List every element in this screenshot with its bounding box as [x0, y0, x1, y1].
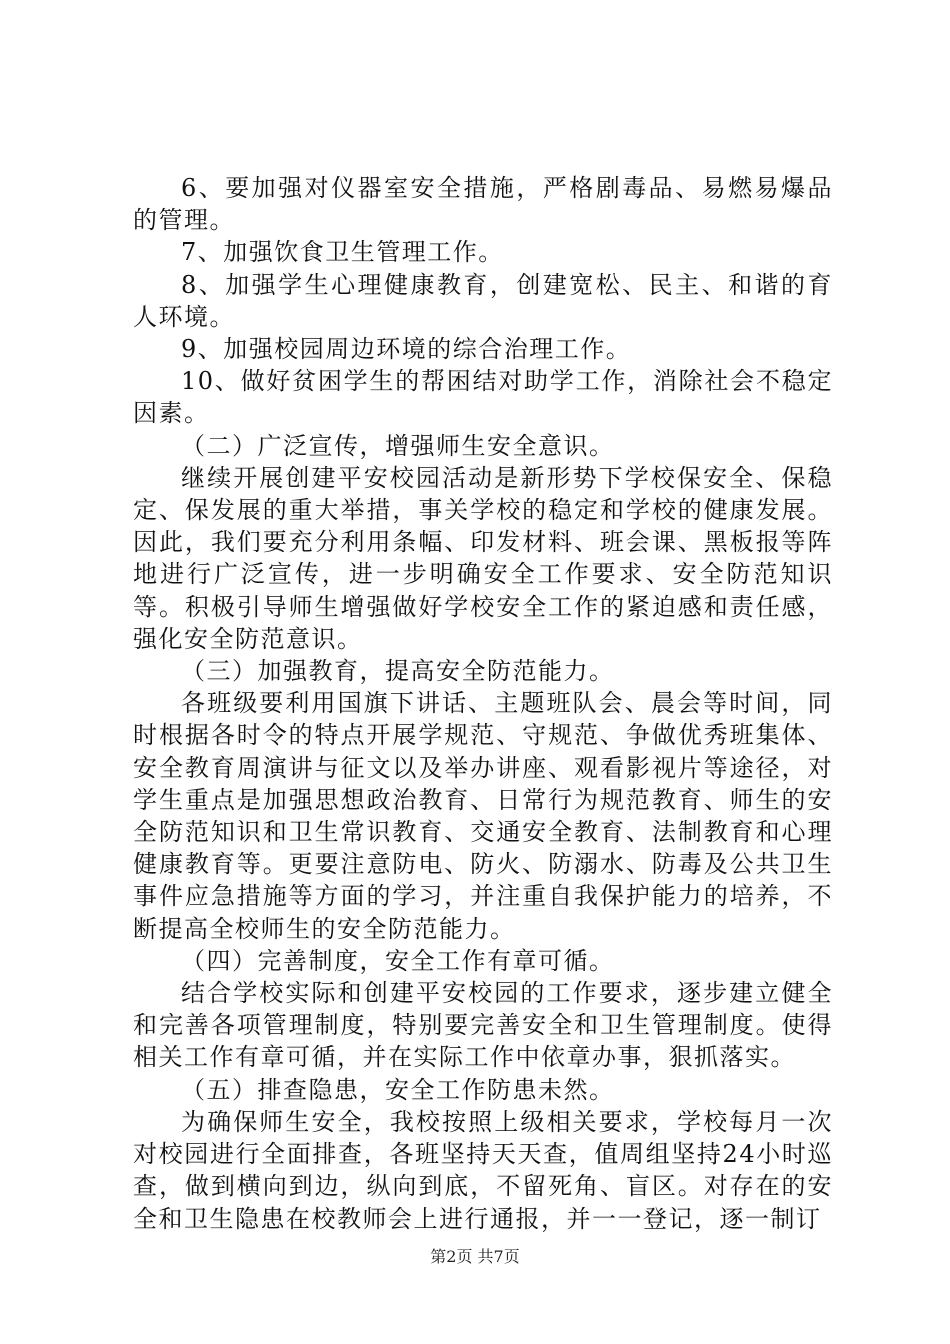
page-footer: 第2页 共7页: [430, 1247, 520, 1266]
paragraph-inspection: 为确保师生安全，我校按照上级相关要求，学校每月一次对校园进行全面排查，各班坚持天天查，值周组坚持24小时巡查，做到横向到边，纵向到底，不留死角、盲区。对存在的安全和卫生隐患在校教师会上进行通报，并一一登记，逐一制订: [133, 1107, 833, 1233]
paragraph-item-9: 9、加强校园周边环境的综合治理工作。: [181, 335, 632, 364]
paragraph-system: 结合学校实际和创建平安校园的工作要求，逐步建立健全和完善各项管理制度，特别要完善安全和卫生管理制度。使得相关工作有章可循，并在实际工作中依章办事，狠抓落实。: [133, 979, 833, 1072]
document-body: [133, 172, 833, 1235]
section-heading-5: （五）排查隐患，安全工作防患未然。: [181, 1075, 615, 1104]
paragraph-publicity: 继续开展创建平安校园活动是新形势下学校保安全、保稳定、保发展的重大举措，事关学校的稳定和学校的健康发展。因此，我们要充分利用条幅、印发材料、班会课、黑板报等阵地进行广泛宣传，进一步明确安全工作要求、安全防范知识等。积极引导师生增强做好学校安全工作的紧迫感和责任感，强化安全防范意识。: [133, 463, 833, 653]
paragraph-item-7: 7、加强饮食卫生管理工作。: [181, 238, 504, 267]
paragraph-education: 各班级要利用国旗下讲话、主题班队会、晨会等时间，同时根据各时令的特点开展学规范、守规范、争做优秀班集体、安全教育周演讲与征文以及举办讲座、观看影视片等途径，对学生重点是加强思想政治教育、日常行为规范教育、师生的安全防范知识和卫生常识教育、交通安全教育、法制教育和心理健康教育等。更要注意防电、防火、防溺水、防毒及公共卫生事件应急措施等方面的学习，并注重自我保护能力的培养，不断提高全校师生的安全防范能力。: [133, 689, 833, 943]
section-heading-4: （四）完善制度，安全工作有章可循。: [181, 946, 615, 975]
paragraph-item-6: 6、要加强对仪器室安全措施，严格剧毒品、易燃易爆品的管理。: [133, 174, 833, 235]
paragraph-item-8: 8、加强学生心理健康教育，创建宽松、民主、和谐的育人环境。: [133, 270, 833, 331]
paragraph-item-10: 10、做好贫困学生的帮困结对助学工作，消除社会不稳定因素。: [133, 367, 833, 428]
section-heading-3: （三）加强教育，提高安全防范能力。: [181, 657, 615, 686]
section-heading-2: （二）广泛宣传，增强师生安全意识。: [181, 431, 615, 460]
